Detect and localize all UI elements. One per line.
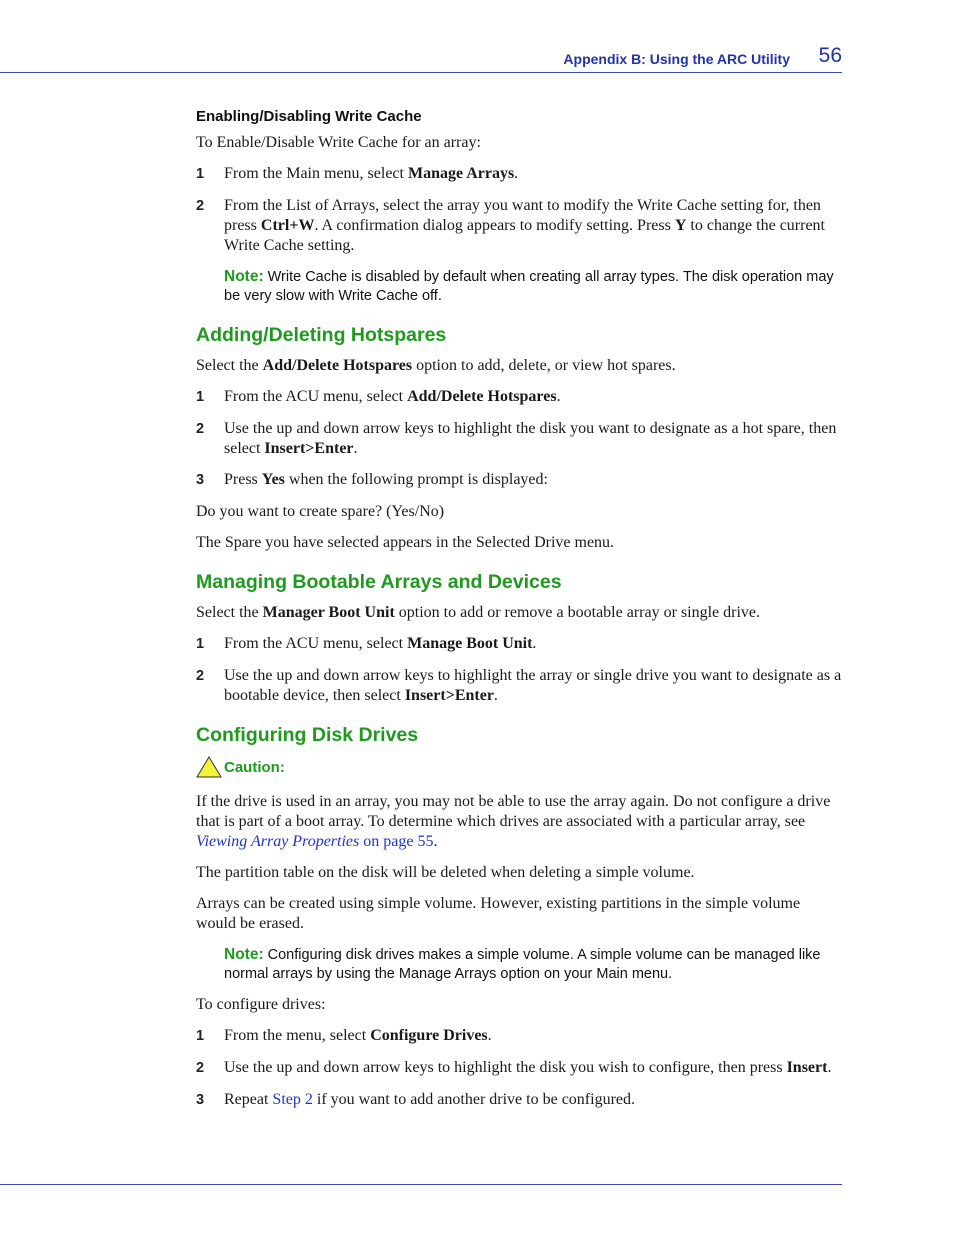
note-label: Note: [224, 946, 264, 963]
step-text-part: From the List of Arrays, select the array you want to modify the Write Cache setting for, then press [224, 197, 821, 234]
step-text-part: . A confirmation dialog appears to modify setting. Press [314, 217, 675, 234]
step-text-part: . [532, 635, 537, 652]
step-text-part: From the ACU menu, select [224, 388, 408, 405]
hotspares-step-1 [196, 387, 842, 408]
header-title: Appendix B: Using the ARC Utility [563, 51, 790, 67]
key-name: Y [674, 217, 687, 234]
step-text-part: From the Main menu, select [224, 165, 408, 182]
page-55-link[interactable]: on page 55 [359, 833, 434, 850]
step-2-link[interactable]: Step 2 [272, 1091, 313, 1108]
key-combo: Ctrl+W [260, 217, 315, 234]
key-combo: Insert>Enter [404, 687, 494, 704]
step-text [224, 1026, 842, 1047]
step-text-part: to change the current Write Cache setting. [224, 217, 825, 254]
step-text-part: From the ACU menu, select [224, 635, 408, 652]
hotspares-prompt: Do you want to create spare? (Yes/No) [196, 503, 445, 520]
step-text-part: Use the up and down arrow keys to highlight the array or single drive you want to designate as a bootable device, then select [224, 667, 842, 704]
step-number: 1 [196, 636, 205, 652]
answer-option: Yes [261, 471, 285, 488]
step-text-part: . [353, 440, 358, 457]
disk-drives-note [224, 945, 842, 984]
text-part: . [433, 833, 438, 850]
step-number: 2 [196, 421, 205, 437]
menu-option: Configure Drives [370, 1027, 488, 1044]
hotspares-intro [196, 356, 842, 376]
step-text [224, 419, 842, 459]
step-text-part: . [514, 165, 519, 182]
footer-rule [0, 1184, 842, 1185]
write-cache-heading: Enabling/Disabling Write Cache [196, 108, 422, 125]
step-text-part: Use the up and down arrow keys to highlight the disk you wish to configure, then press [224, 1059, 787, 1076]
step-text-part: From the menu, select [224, 1027, 371, 1044]
disk-drives-heading: Configuring Disk Drives [196, 724, 419, 746]
text-part: If the drive is used in an array, you may not be able to use the array again. Do not configure a drive that is part of a boot array. To determine which drives are associated with a particular array, see [196, 793, 831, 830]
bootable-step-1 [196, 634, 842, 655]
text-part: option to add or remove a bootable array or single drive. [394, 604, 760, 621]
text-part: option to add, delete, or view hot spares. [412, 357, 676, 374]
write-cache-intro: To Enable/Disable Write Cache for an array: [196, 134, 481, 151]
caution-paragraph-3: Arrays can be created using simple volume. However, existing partitions in the simple volume would be erased. [196, 895, 801, 932]
note-label: Note: [224, 268, 264, 285]
caution-triangle-icon [196, 756, 222, 778]
option-name: Manager Boot Unit [262, 604, 395, 621]
step-number: 2 [196, 1060, 205, 1076]
step-text [224, 196, 842, 256]
step-text [224, 470, 842, 491]
step-text-part: Repeat [224, 1091, 273, 1108]
bootable-intro [196, 603, 842, 623]
disk-drives-step-3 [196, 1090, 842, 1111]
menu-option: Add/Delete Hotspares [407, 388, 557, 405]
step-number: 2 [196, 668, 205, 684]
step-text [224, 164, 842, 185]
caution-paragraph-1 [196, 792, 842, 852]
step-text-part: Press [224, 471, 262, 488]
disk-drives-intro: To configure drives: [196, 996, 326, 1013]
note-text: Write Cache is disabled by default when creating all array types. The disk operation may be very slow with Write Cache off. [224, 269, 834, 304]
key-name: Insert [786, 1059, 828, 1076]
page-number: 56 [818, 44, 842, 67]
write-cache-note [224, 267, 842, 306]
step-number: 1 [196, 166, 205, 182]
write-cache-step-1 [196, 164, 842, 185]
option-name: Add/Delete Hotspares [262, 357, 413, 374]
hotspares-result: The Spare you have selected appears in the Selected Drive menu. [196, 534, 615, 551]
step-number: 3 [196, 1092, 205, 1108]
step-number: 1 [196, 1028, 205, 1044]
hotspares-heading: Adding/Deleting Hotspares [196, 324, 447, 346]
caution-paragraph-2: The partition table on the disk will be deleted when deleting a simple volume. [196, 864, 695, 881]
bootable-step-2 [196, 666, 842, 706]
step-text-part: Use the up and down arrow keys to highlight the disk you want to designate as a hot spare, then select [224, 420, 837, 457]
hotspares-step-3 [196, 470, 842, 491]
page-content [196, 108, 842, 1122]
write-cache-step-2 [196, 196, 842, 256]
bootable-heading: Managing Bootable Arrays and Devices [196, 571, 562, 593]
step-text [224, 666, 842, 706]
disk-drives-step-1 [196, 1026, 842, 1047]
step-number: 2 [196, 198, 205, 214]
step-text-part: if you want to add another drive to be configured. [312, 1091, 635, 1108]
step-text-part: . [827, 1059, 832, 1076]
step-text [224, 387, 842, 408]
page-header [0, 0, 842, 73]
step-text-part: . [487, 1027, 492, 1044]
menu-option: Manage Arrays [407, 165, 515, 182]
disk-drives-step-2 [196, 1058, 842, 1079]
step-text [224, 1090, 842, 1111]
viewing-array-properties-link[interactable]: Viewing Array Properties [196, 833, 360, 850]
note-text: Configuring disk drives makes a simple volume. A simple volume can be managed like normal arrays by using the Manage Arrays option on your Main menu. [224, 947, 821, 982]
step-text [224, 1058, 842, 1079]
caution-label: Caution: [224, 758, 285, 776]
key-combo: Insert>Enter [264, 440, 354, 457]
menu-option: Manage Boot Unit [407, 635, 533, 652]
step-number: 1 [196, 389, 205, 405]
caution-row [196, 756, 842, 778]
step-text-part: when the following prompt is displayed: [284, 471, 548, 488]
text-part: Select the [196, 357, 263, 374]
step-number: 3 [196, 472, 205, 488]
text-part: Select the [196, 604, 263, 621]
step-text-part: . [493, 687, 498, 704]
step-text-part: . [556, 388, 561, 405]
step-text [224, 634, 842, 655]
hotspares-step-2 [196, 419, 842, 459]
